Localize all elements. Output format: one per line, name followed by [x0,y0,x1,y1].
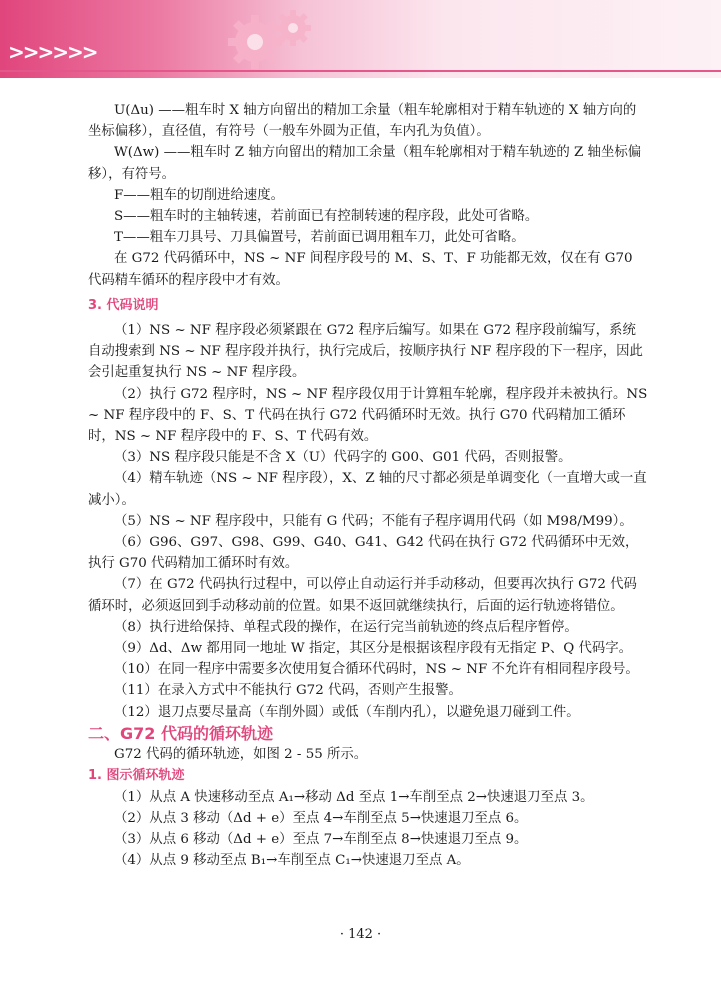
header-gradient [0,0,721,78]
param-w-text: W(Δw) ——粗车时 Z 轴方向留出的精加工余量（粗车轮廓相对于精车轨迹的 Z 轴坐标偏移），有符号。 [88,145,642,182]
note-item: （9）Δd、Δw 都用同一地址 W 指定，其区分是根据该程序段有无指定 P、Q 代码字。 [114,641,633,657]
g72-note-text: 在 G72 代码循环中，NS ~ NF 间程序段号的 M、S、T、F 功能都无效，仅在有 G70 代码精车循环的程序段中才有效。 [88,251,633,288]
step-item: （2）从点 3 移动（Δd + e）至点 4→车削至点 5→快速退刀至点 6。 [114,810,528,826]
param-u-text: U(Δu) ——粗车时 X 轴方向留出的精加工余量（粗车轮廓相对于精车轨迹的 X 轴方向的坐标偏移），直径值，有符号（一般车外圆为正值，车内孔为负值）。 [88,103,637,140]
intro-text: G72 代码的循环轨迹，如图 2 - 55 所示。 [114,747,368,763]
gears-icon [215,4,325,74]
note-item: （12）退刀点要尽量高（车削外圆）或低（车削内孔），以避免退刀碰到工件。 [114,704,580,720]
note-item: （11）在录入方式中不能执行 G72 代码，否则产生报警。 [114,683,462,699]
header-banner [0,0,721,78]
chevron-arrows-icon: >>>>>> [8,40,97,64]
note-item: （4）精车轨迹（NS ~ NF 程序段），X、Z 轴的尺寸都必须是单调变化（一直增大或一直减小）。 [88,471,647,508]
note-item: （5）NS ~ NF 程序段中，只能有 G 代码；不能有子程序调用代码（如 M98/M99）。 [114,513,633,529]
heading-cycle-path: 二、G72 代码的循环轨迹 [88,723,273,743]
step-item: （3）从点 6 移动（Δd + e）至点 7→车削至点 8→快速退刀至点 9。 [114,831,528,847]
param-f-text: F——粗车的切削进给速度。 [114,187,284,203]
page-body [88,100,648,871]
note-item: （2）执行 G72 程序时，NS ~ NF 程序段仅用于计算粗车轮廓，程序段并未被执行。NS ~ NF 程序段中的 F、S、T 代码在执行 G72 代码循环时无效。执行 G70 代码精加工循环时，NS ~ NF 程序段中的 F、S、T 代码有效。 [88,386,648,445]
subsection-1-title: 1. 图示循环轨迹 [88,768,185,784]
note-item: （8）执行进给保持、单程式段的操作，在运行完当前轨迹的终点后程序暂停。 [114,619,578,635]
note-item: （1）NS ~ NF 程序段必须紧跟在 G72 程序后编写。如果在 G72 程序段前编写，系统自动搜索到 NS ~ NF 程序段并执行，执行完成后，按顺序执行 NF 程序段的下一程序，因此会引起重复执行 NS ~ NF 程序段。 [88,323,643,381]
section-3-title: 3. 代码说明 [88,297,159,313]
step-item: （4）从点 9 移动至点 B₁→车削至点 C₁→快速退刀至点 A。 [114,853,470,869]
param-t-text: T——粗车刀具号、刀具偏置号，若前面已调用粗车刀，此处可省略。 [114,230,525,246]
step-item: （1）从点 A 快速移动至点 A₁→移动 Δd 至点 1→车削至点 2→快速退刀至点 3。 [114,789,594,805]
note-item: （6）G96、G97、G98、G99、G40、G41、G42 代码在执行 G72 代码循环中无效，执行 G70 代码精加工循环时有效。 [88,535,639,572]
page-number: · 142 · [339,927,382,942]
header-divider [0,70,721,72]
note-item: （3）NS 程序段只能是不含 X（U）代码字的 G00、G01 代码，否则报警。 [114,450,572,466]
note-item: （10）在同一程序中需要多次使用复合循环代码时，NS ~ NF 不允许有相同程序段号。 [114,662,639,678]
note-item: （7）在 G72 代码执行过程中，可以停止自动运行并手动移动，但要再次执行 G72 代码循环时，必须返回到手动移动前的位置。如果不返回就继续执行，后面的运行轨迹将错位。 [88,577,637,614]
param-s-text: S——粗车时的主轴转速，若前面已有控制转速的程序段，此处可省略。 [114,209,539,225]
